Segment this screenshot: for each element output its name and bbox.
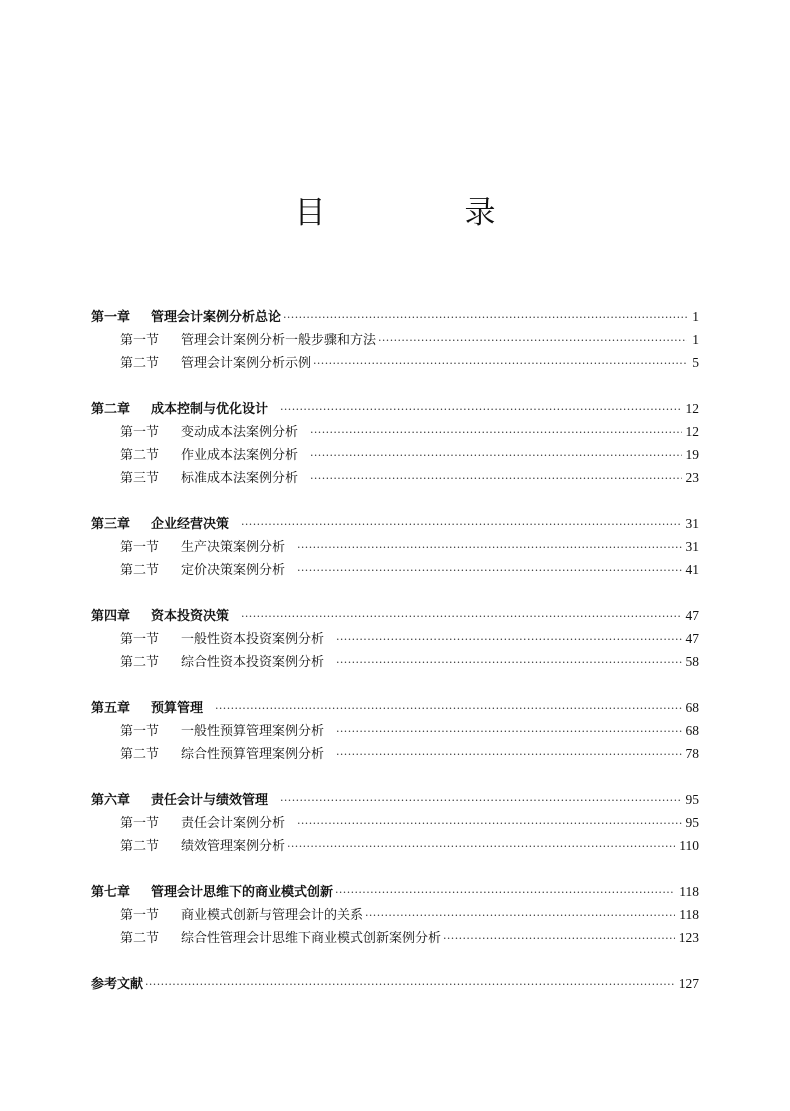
section-title: 变动成本法案例分析: [181, 425, 299, 440]
page-number: 31: [685, 516, 699, 531]
toc-chapter-2[interactable]: [91, 397, 699, 420]
toc-section[interactable]: [91, 926, 699, 949]
page-number: 110: [679, 838, 699, 853]
chapter-group: [91, 512, 699, 581]
section-label: 第一节: [120, 425, 160, 440]
dot-leader: [313, 352, 687, 375]
section-title: 绩效管理案例分析: [181, 839, 286, 854]
section-title: 标准成本法案例分析: [181, 471, 299, 486]
section-title: 综合性管理会计思维下商业模式创新案例分析: [181, 931, 442, 946]
section-label: 第一节: [120, 540, 160, 555]
page-number: 23: [685, 470, 699, 485]
dot-leader: [336, 720, 681, 743]
toc-section[interactable]: [91, 420, 699, 443]
dot-leader: [145, 973, 675, 996]
toc-section[interactable]: [91, 903, 699, 926]
toc-section[interactable]: [91, 351, 699, 374]
section-label: 第一节: [120, 632, 160, 647]
dot-leader: [310, 421, 681, 444]
dot-leader: [365, 904, 675, 927]
dot-leader: [336, 628, 681, 651]
toc-section[interactable]: [91, 443, 699, 466]
dot-leader: [336, 743, 681, 766]
dot-leader: [287, 835, 675, 858]
chapter-group: [91, 305, 699, 374]
dot-leader: [283, 306, 687, 329]
page-number: 1: [692, 332, 699, 347]
chapter-title: 管理会计思维下的商业模式创新: [151, 885, 334, 900]
dot-leader: [297, 559, 681, 582]
section-title: 综合性资本投资案例分析: [181, 655, 325, 670]
chapter-group: [91, 880, 699, 949]
dot-leader: [280, 398, 681, 421]
section-label: 第二节: [120, 839, 160, 854]
page-number: 12: [685, 401, 699, 416]
chapter-label: 第二章: [91, 402, 131, 417]
section-title: 管理会计案例分析一般步骤和方法: [181, 333, 377, 348]
section-label: 第一节: [120, 816, 160, 831]
dot-leader: [378, 329, 687, 352]
section-title: 管理会计案例分析示例: [181, 356, 312, 371]
page-number: 41: [685, 562, 699, 577]
dot-leader: [241, 513, 681, 536]
chapter-group: [91, 788, 699, 857]
toc-section[interactable]: [91, 742, 699, 765]
section-title: 一般性资本投资案例分析: [181, 632, 325, 647]
dot-leader: [280, 789, 681, 812]
dot-leader: [297, 536, 681, 559]
toc-section[interactable]: [91, 719, 699, 742]
toc-section[interactable]: [91, 328, 699, 351]
section-title: 生产决策案例分析: [181, 540, 286, 555]
toc-chapter-4[interactable]: [91, 604, 699, 627]
table-of-contents: [91, 305, 699, 1018]
page-number: 127: [678, 976, 699, 991]
page-title: 目 录: [294, 195, 550, 231]
section-label: 第三节: [120, 471, 160, 486]
references-title: 参考文献: [91, 977, 144, 992]
toc-references[interactable]: [91, 972, 699, 995]
dot-leader: [297, 812, 681, 835]
section-label: 第一节: [120, 724, 160, 739]
page-number: 58: [685, 654, 699, 669]
page-number: 12: [685, 424, 699, 439]
chapter-label: 第一章: [91, 310, 131, 325]
toc-section[interactable]: [91, 650, 699, 673]
section-title: 一般性预算管理案例分析: [181, 724, 325, 739]
toc-section[interactable]: [91, 811, 699, 834]
page-number: 123: [678, 930, 699, 945]
page-number: 5: [692, 355, 699, 370]
toc-chapter-6[interactable]: [91, 788, 699, 811]
dot-leader: [310, 444, 681, 467]
section-label: 第二节: [120, 931, 160, 946]
section-label: 第二节: [120, 747, 160, 762]
chapter-title: 责任会计与绩效管理: [151, 793, 269, 808]
chapter-title: 资本投资决策: [151, 609, 230, 624]
chapter-title: 企业经营决策: [151, 517, 230, 532]
chapter-label: 第六章: [91, 793, 131, 808]
dot-leader: [443, 927, 675, 950]
toc-section[interactable]: [91, 558, 699, 581]
page-number: 1: [692, 309, 699, 324]
toc-section[interactable]: [91, 834, 699, 857]
section-title: 作业成本法案例分析: [181, 448, 299, 463]
chapter-title: 管理会计案例分析总论: [151, 310, 282, 325]
page-number: 95: [685, 792, 699, 807]
chapter-title: 成本控制与优化设计: [151, 402, 269, 417]
section-title: 商业模式创新与管理会计的关系: [181, 908, 364, 923]
section-label: 第二节: [120, 563, 160, 578]
toc-chapter-7[interactable]: [91, 880, 699, 903]
section-title: 责任会计案例分析: [181, 816, 286, 831]
dot-leader: [336, 651, 681, 674]
dot-leader: [335, 881, 675, 904]
chapter-label: 第七章: [91, 885, 131, 900]
section-label: 第二节: [120, 655, 160, 670]
dot-leader: [310, 467, 681, 490]
chapter-label: 第四章: [91, 609, 131, 624]
section-title: 定价决策案例分析: [181, 563, 286, 578]
toc-chapter-3[interactable]: [91, 512, 699, 535]
toc-section[interactable]: [91, 627, 699, 650]
references-group: [91, 972, 699, 995]
chapter-group: [91, 604, 699, 673]
page-number: 118: [679, 884, 699, 899]
chapter-label: 第三章: [91, 517, 131, 532]
section-label: 第二节: [120, 448, 160, 463]
page-number: 118: [679, 907, 699, 922]
chapter-group: [91, 696, 699, 765]
page-number: 95: [685, 815, 699, 830]
page-number: 47: [685, 608, 699, 623]
page-number: 68: [685, 700, 699, 715]
page-number: 31: [685, 539, 699, 554]
toc-section[interactable]: [91, 466, 699, 489]
page-number: 78: [685, 746, 699, 761]
page-number: 19: [685, 447, 699, 462]
section-label: 第一节: [120, 333, 160, 348]
section-label: 第二节: [120, 356, 160, 371]
section-title: 综合性预算管理案例分析: [181, 747, 325, 762]
toc-chapter-5[interactable]: [91, 696, 699, 719]
toc-section[interactable]: [91, 535, 699, 558]
page-number: 47: [685, 631, 699, 646]
section-label: 第一节: [120, 908, 160, 923]
chapter-group: [91, 397, 699, 489]
chapter-title: 预算管理: [151, 701, 204, 716]
dot-leader: [241, 605, 681, 628]
dot-leader: [215, 697, 681, 720]
chapter-label: 第五章: [91, 701, 131, 716]
page-number: 68: [685, 723, 699, 738]
toc-chapter-1[interactable]: [91, 305, 699, 328]
